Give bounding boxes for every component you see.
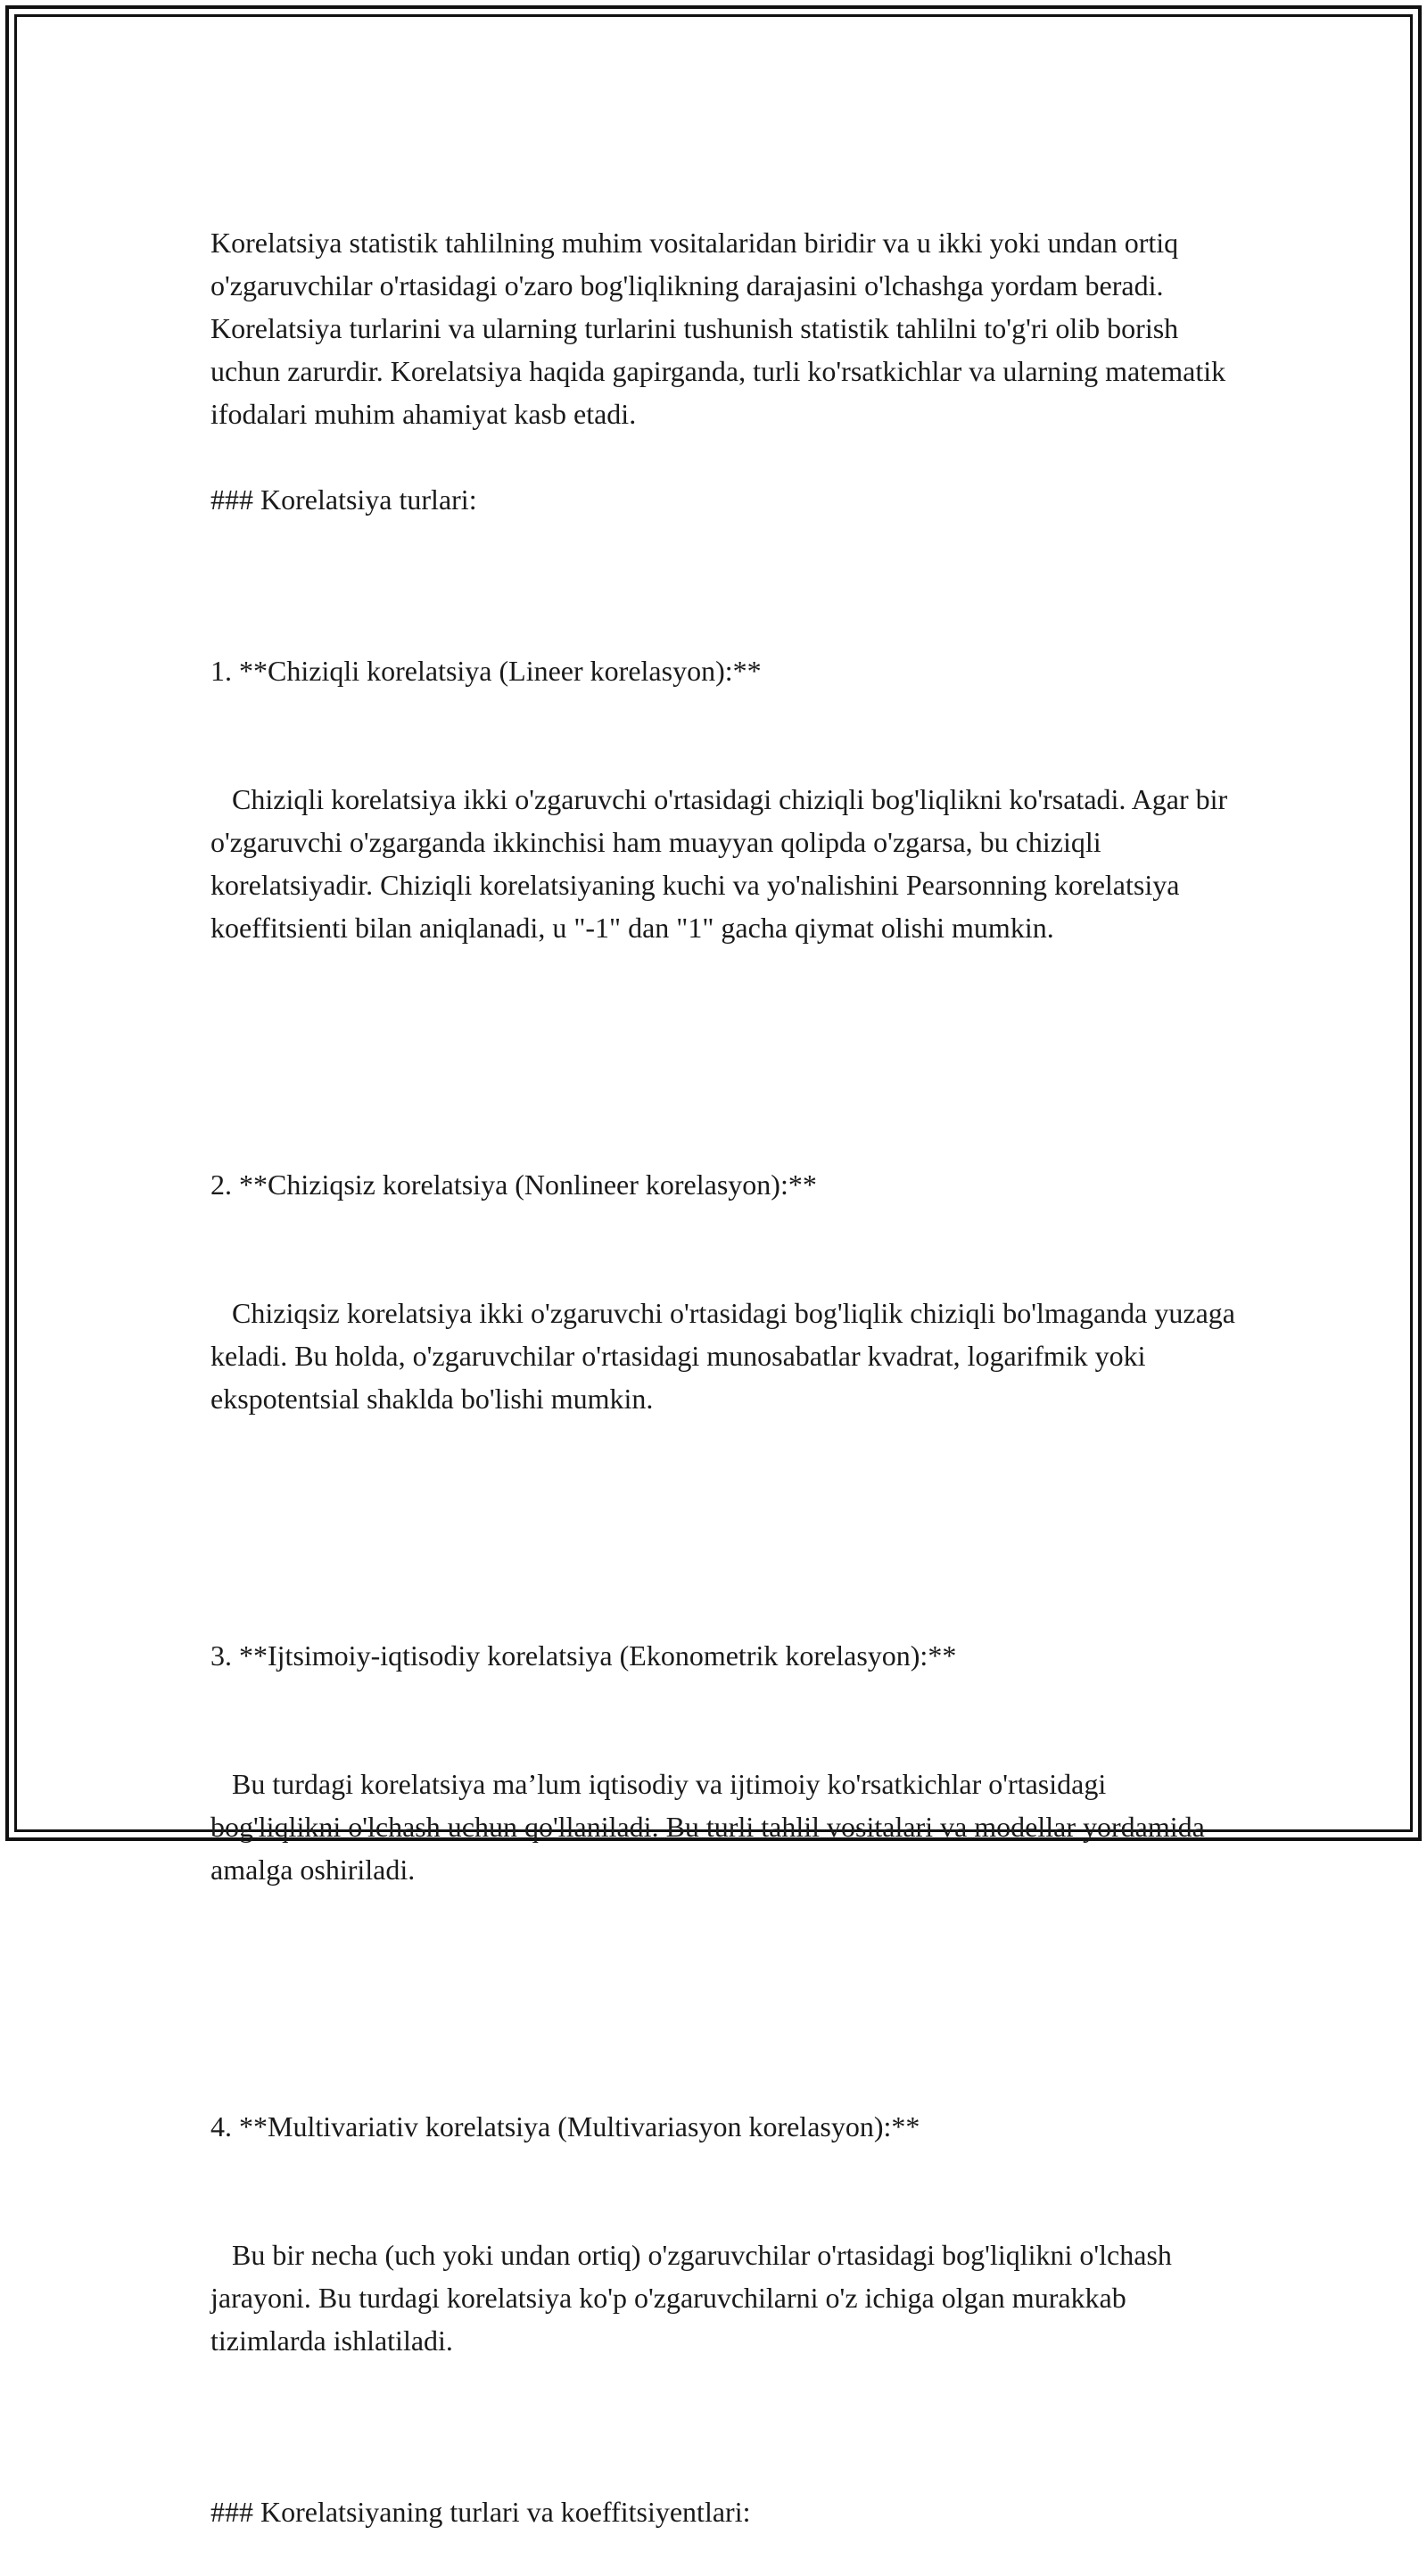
list-item xyxy=(210,2019,1236,2448)
list-item-indent xyxy=(210,2239,232,2271)
list-item-title: 2. **Chiziqsiz korelatsiya (Nonlineer korelasyon):** xyxy=(210,1168,817,1201)
list-item-title: 1. **Chiziqli korelatsiya (Lineer korelasyon):** xyxy=(210,655,762,687)
list-item-body-text: Bu bir necha (uch yoki undan ortiq) o'zgaruvchilar o'rtasidagi bog'liqlikni o'lchash jarayoni. Bu turdagi korelatsiya ko'p o'zgaruvchilarni o'z ichiga olgan murakkab tizimlarda ishlatiladi. xyxy=(210,2239,1179,2357)
list-item-indent xyxy=(210,1768,232,1800)
list-item-body xyxy=(210,1292,1242,1420)
list-item-body-text: Chiziqsiz korelatsiya ikki o'zgaruvchi o'rtasidagi bog'liqlik chiziqli bo'lmaganda yuzaga keladi. Bu holda, o'zgaruvchilar o'rtasidagi munosabatlar kvadrat, logarifmik yoki ekspotentsial shaklda bo'lishi mumkin. xyxy=(210,1297,1242,1415)
list-item-body-text: Bu turdagi korelatsiya ma’lum iqtisodiy va ijtimoiy ko'rsatkichlar o'rtasidagi bog'liqlikni o'lchash uchun qo'llaniladi. Bu turli tahlil vositalari va modellar yordamida amalga oshiriladi. xyxy=(210,1768,1212,1886)
list-item xyxy=(210,564,1236,1035)
list-item-indent xyxy=(210,783,232,815)
list-item-body xyxy=(210,1763,1236,1891)
list-item-body xyxy=(210,2233,1236,2362)
list-item-title: 3. **Ijtsimoiy-iqtisodiy korelatsiya (Ekonometrik korelasyon):** xyxy=(210,1639,957,1672)
list-item-body xyxy=(210,778,1236,949)
list-item-title: 4. **Multivariativ korelatsiya (Multivariasyon korelasyon):** xyxy=(210,2110,920,2143)
list-item-body-text: Chiziqli korelatsiya ikki o'zgaruvchi o'rtasidagi chiziqli bog'liqlikni ko'rsatadi. Agar bir o'zgaruvchi o'zgarganda ikkinchisi ham muayyan qolipda o'zgarsa, bu chiziqli korelatsiyadir. Chiziqli korelatsiyaning kuchi va yo'nalishini Pearsonning korelatsiya koeffitsienti bilan aniqlanadi, u "-1" dan "1" gacha qiymat olishi mumkin. xyxy=(210,783,1235,944)
list-item xyxy=(210,1548,1236,1977)
intro-paragraph: Korelatsiya statistik tahlilning muhim vositalaridan biridir va u ikki yoki undan ortiq o'zgaruvchilar o'rtasidagi o'zaro bog'liqlikning darajasini o'lchashga yordam beradi. Korelatsiya turlarini va ularning turlarini tushunish statistik tahlilni to'g'ri olib borish uchun zarurdir. Korelatsiya haqida gapirganda, turli ko'rsatkichlar va ularning matematik ifodalari muhim ahamiyat kasb etadi. xyxy=(210,227,1233,430)
document-body xyxy=(210,221,1242,2576)
section-heading-correlation-types: ### Korelatsiya turlari: xyxy=(210,483,477,516)
list-item-indent xyxy=(210,1297,232,1329)
list-item xyxy=(210,1077,1242,1506)
section-heading-correlation-coefficients: ### Korelatsiyaning turlari va koeffitsiyentlari: xyxy=(210,2496,751,2528)
